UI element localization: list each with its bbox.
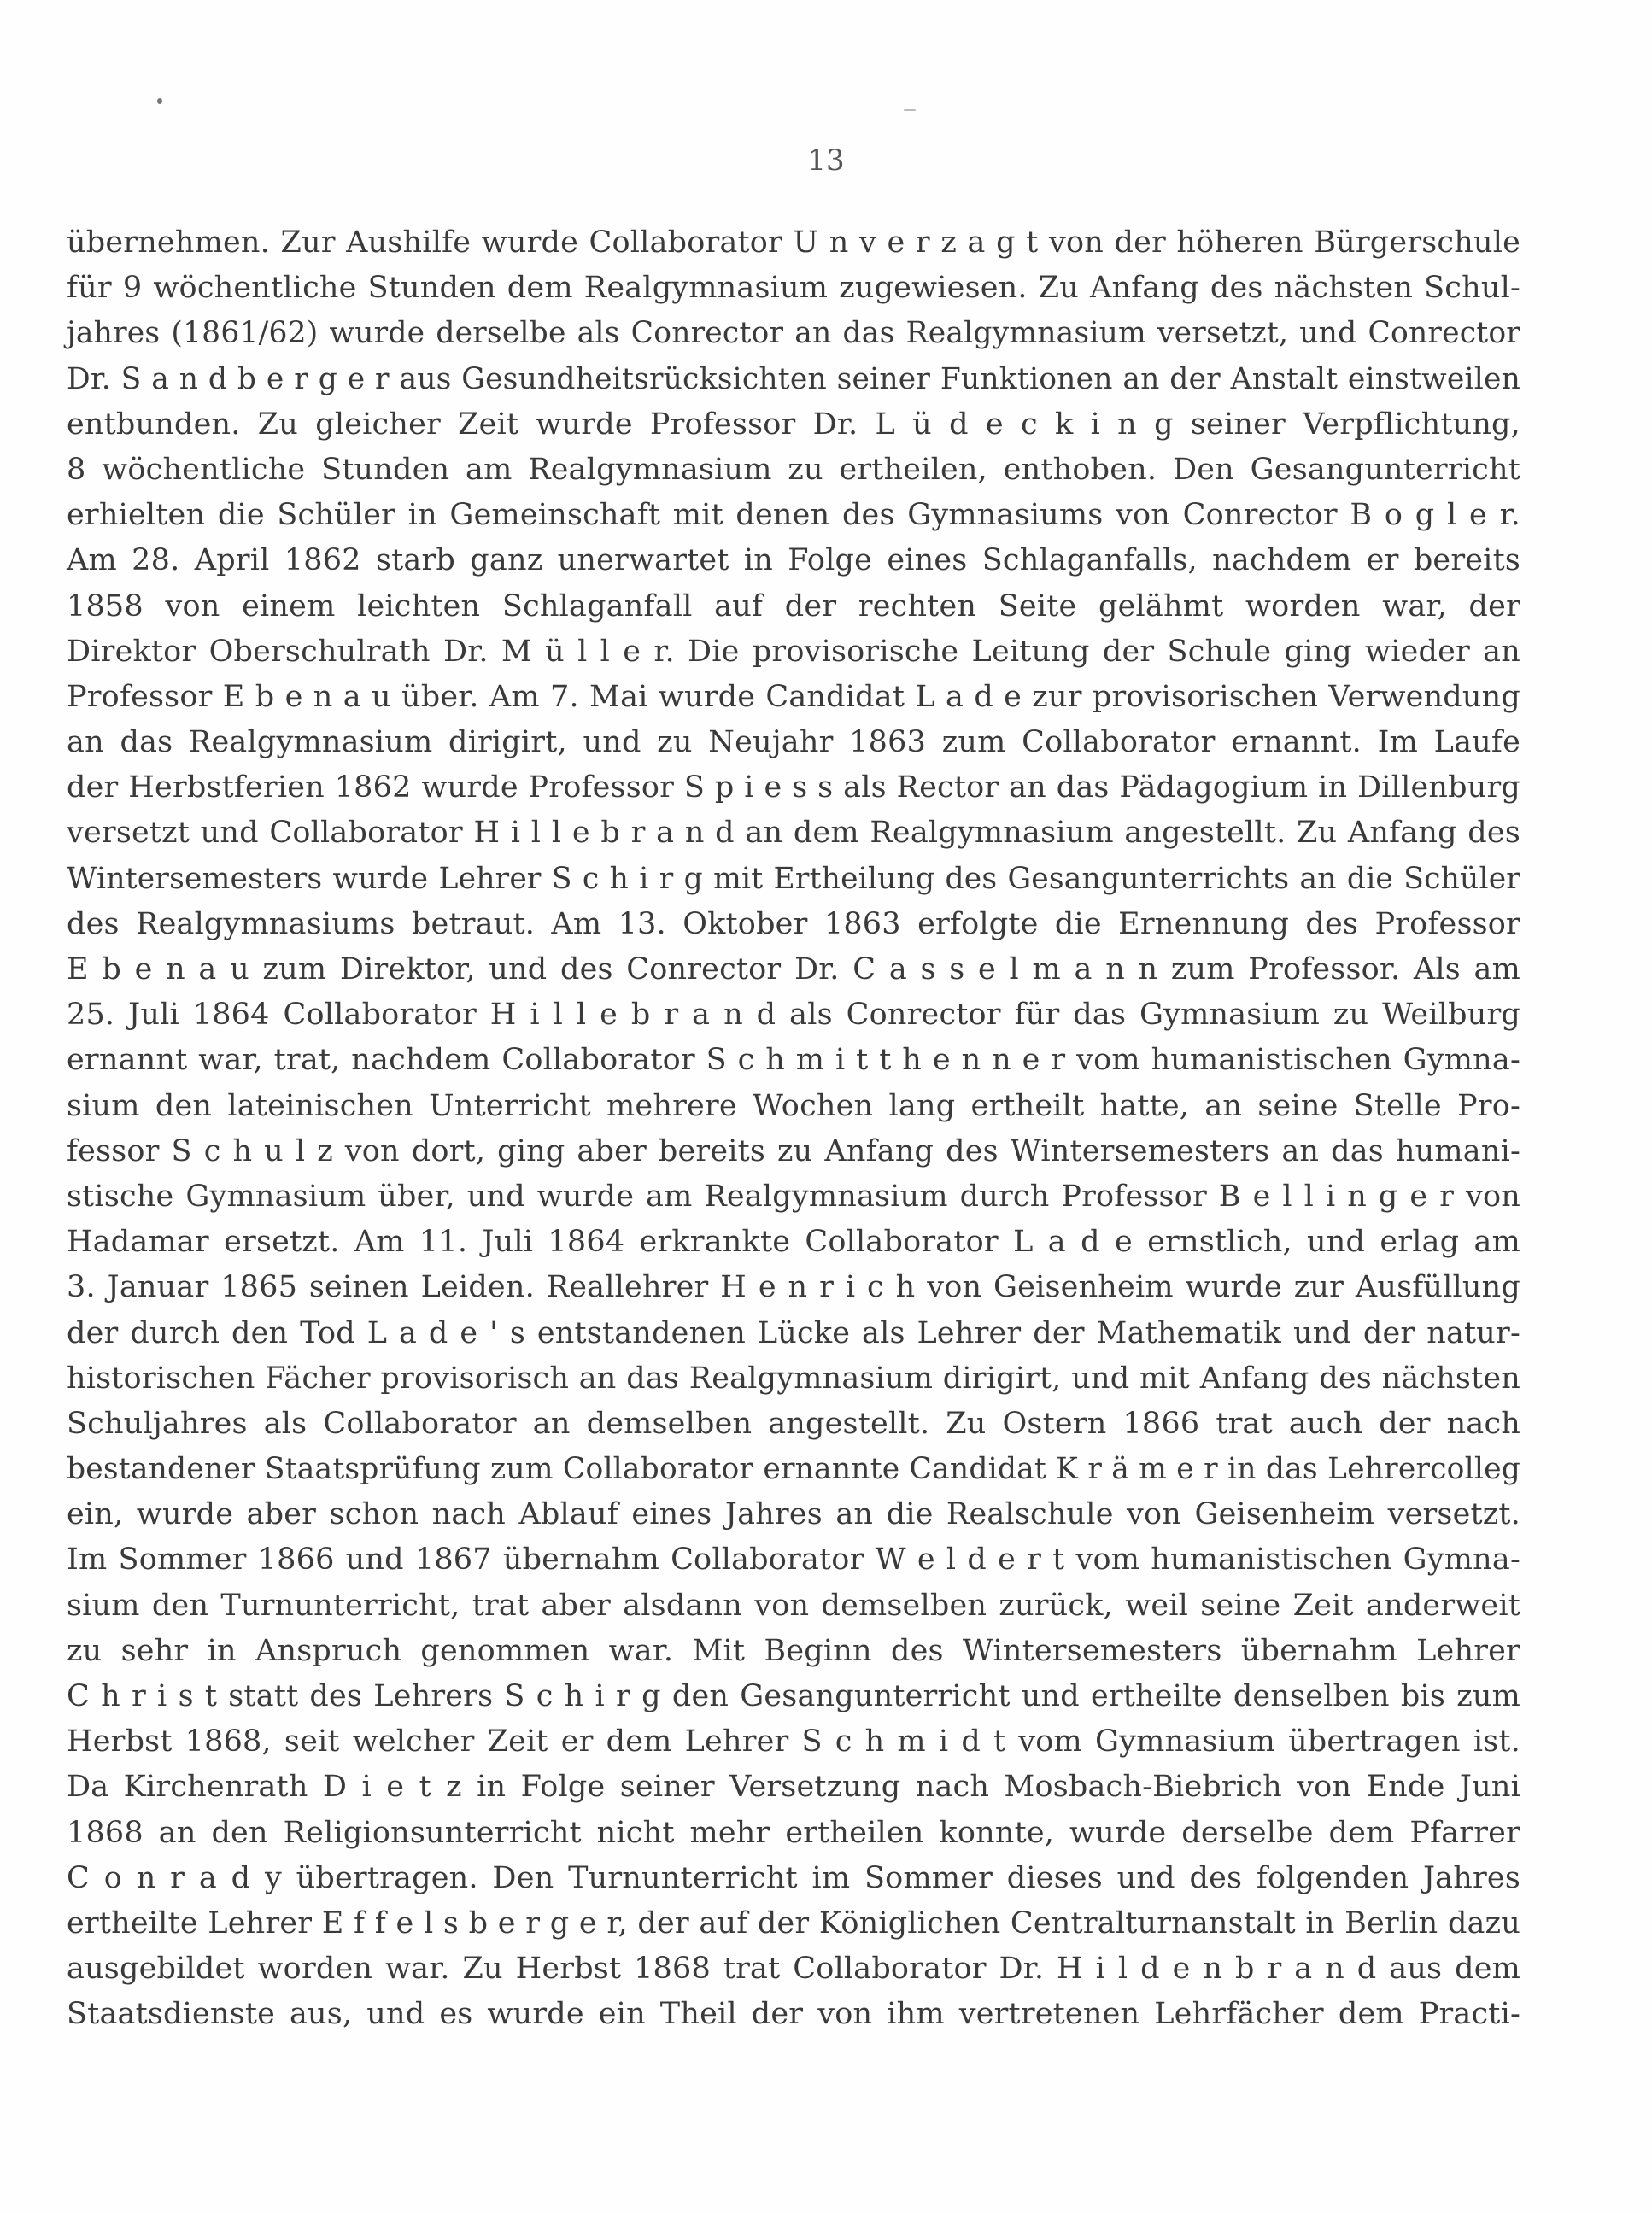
text-line: Am 28. April 1862 starb ganz unerwartet in Folge eines Schlaganfalls, nachdem er bereits bbox=[67, 543, 1520, 578]
text-line: 8 wöchentliche Stunden am Realgymnasium zu ertheilen, enthoben. Den Gesangunterricht bbox=[67, 452, 1520, 487]
text-line: ernannt war, trat, nachdem Collaborator S c h m i t t h e n n e r vom humanistischen Gymna- bbox=[67, 1043, 1520, 1078]
text-line: ertheilte Lehrer E f f e l s b e r g e r, der auf der Königlichen Centralturnanstalt in Berlin dazu bbox=[67, 1906, 1520, 1941]
text-line: Direktor Oberschulrath Dr. M ü l l e r. Die provisorische Leitung der Schule ging wieder an bbox=[67, 634, 1520, 669]
text-line: des Realgymnasiums betraut. Am 13. Oktober 1863 erfolgte die Ernennung des Professor bbox=[67, 906, 1520, 941]
text-line: Im Sommer 1866 und 1867 übernahm Collaborator W e l d e r t vom humanistischen Gymna- bbox=[67, 1543, 1520, 1578]
text-line: 1858 von einem leichten Schlaganfall auf der rechten Seite gelähmt worden war, der bbox=[67, 588, 1520, 624]
print-speck bbox=[157, 98, 162, 104]
text-line: stische Gymnasium über, und wurde am Realgymnasium durch Professor B e l l i n g e r von bbox=[67, 1179, 1520, 1214]
text-line: übernehmen. Zur Aushilfe wurde Collaborator U n v e r z a g t von der höheren Bürgerschule bbox=[67, 225, 1520, 260]
text-line: 25. Juli 1864 Collaborator H i l l e b r a n d als Conrector für das Gymnasium zu Weilburg bbox=[67, 998, 1520, 1033]
text-line: 3. Januar 1865 seinen Leiden. Reallehrer H e n r i c h von Geisenheim wurde zur Ausfüllung bbox=[67, 1270, 1520, 1305]
body-text bbox=[67, 220, 1520, 2038]
text-line: Herbst 1868, seit welcher Zeit er dem Lehrer S c h m i d t vom Gymnasium übertragen ist. bbox=[67, 1724, 1520, 1759]
text-line: C h r i s t statt des Lehrers S c h i r g den Gesangunterricht und ertheilte denselben bis zum bbox=[67, 1679, 1520, 1713]
text-line: Professor E b e n a u über. Am 7. Mai wurde Candidat L a d e zur provisorischen Verwendung bbox=[67, 679, 1520, 714]
print-speck bbox=[904, 109, 916, 111]
text-line: der Herbstferien 1862 wurde Professor S p i e s s als Rector an das Pädagogium in Dillenburg bbox=[67, 770, 1520, 805]
text-line: sium den lateinischen Unterricht mehrere Wochen lang ertheilt hatte, an seine Stelle Pro- bbox=[67, 1088, 1520, 1123]
text-line: Schuljahres als Collaborator an demselben angestellt. Zu Ostern 1866 trat auch der nach bbox=[67, 1406, 1520, 1441]
text-line: entbunden. Zu gleicher Zeit wurde Professor Dr. L ü d e c k i n g seiner Verpflichtung, bbox=[67, 407, 1520, 442]
text-line: ausgebildet worden war. Zu Herbst 1868 trat Collaborator Dr. H i l d e n b r a n d aus dem bbox=[67, 1952, 1520, 1987]
text-line: Wintersemesters wurde Lehrer S c h i r g mit Ertheilung des Gesangunterrichts an die Schüler bbox=[67, 861, 1520, 896]
text-line: Staatsdienste aus, und es wurde ein Theil der von ihm vertretenen Lehrfächer dem Practi- bbox=[67, 1997, 1520, 2032]
text-line: erhielten die Schüler in Gemeinschaft mit denen des Gymnasiums von Conrector B o g l e r. bbox=[67, 498, 1520, 533]
text-line: historischen Fächer provisorisch an das Realgymnasium dirigirt, und mit Anfang des nächsten bbox=[67, 1361, 1520, 1396]
text-line: C o n r a d y übertragen. Den Turnunterricht im Sommer dieses und des folgenden Jahres bbox=[67, 1860, 1520, 1895]
text-line: Da Kirchenrath D i e t z in Folge seiner Versetzung nach Mosbach-Biebrich von Ende Juni bbox=[67, 1770, 1520, 1805]
text-line: 1868 an den Religionsunterricht nicht mehr ertheilen konnte, wurde derselbe dem Pfarrer bbox=[67, 1815, 1520, 1850]
text-line: zu sehr in Anspruch genommen war. Mit Beginn des Wintersemesters übernahm Lehrer bbox=[67, 1633, 1520, 1668]
text-line: Dr. S a n d b e r g e r aus Gesundheitsrücksichten seiner Funktionen an der Anstalt einstweilen bbox=[67, 361, 1520, 396]
text-line: für 9 wöchentliche Stunden dem Realgymnasium zugewiesen. Zu Anfang des nächsten Schul- bbox=[67, 271, 1520, 306]
text-line: E b e n a u zum Direktor, und des Conrector Dr. C a s s e l m a n n zum Professor. Als am bbox=[67, 952, 1520, 986]
page-number: 13 bbox=[807, 143, 845, 178]
text-line: versetzt und Collaborator H i l l e b r a n d an dem Realgymnasium angestellt. Zu Anfang des bbox=[67, 816, 1520, 851]
text-line: Hadamar ersetzt. Am 11. Juli 1864 erkrankte Collaborator L a d e ernstlich, und erlag am bbox=[67, 1225, 1520, 1260]
text-line: jahres (1861/62) wurde derselbe als Conrector an das Realgymnasium versetzt, und Conrector bbox=[67, 316, 1520, 351]
text-line: an das Realgymnasium dirigirt, und zu Neujahr 1863 zum Collaborator ernannt. Im Laufe bbox=[67, 725, 1520, 760]
text-line: der durch den Tod L a d e ' s entstandenen Lücke als Lehrer der Mathematik und der natur- bbox=[67, 1315, 1520, 1350]
text-line: fessor S c h u l z von dort, ging aber bereits zu Anfang des Wintersemesters an das humani- bbox=[67, 1133, 1520, 1168]
text-line: sium den Turnunterricht, trat aber alsdann von demselben zurück, weil seine Zeit anderweit bbox=[67, 1588, 1520, 1623]
text-line: bestandener Staatsprüfung zum Collaborator ernannte Candidat K r ä m e r in das Lehrercolleg bbox=[67, 1452, 1520, 1487]
text-line: ein, wurde aber schon nach Ablauf eines Jahres an die Realschule von Geisenheim versetzt. bbox=[67, 1497, 1520, 1532]
